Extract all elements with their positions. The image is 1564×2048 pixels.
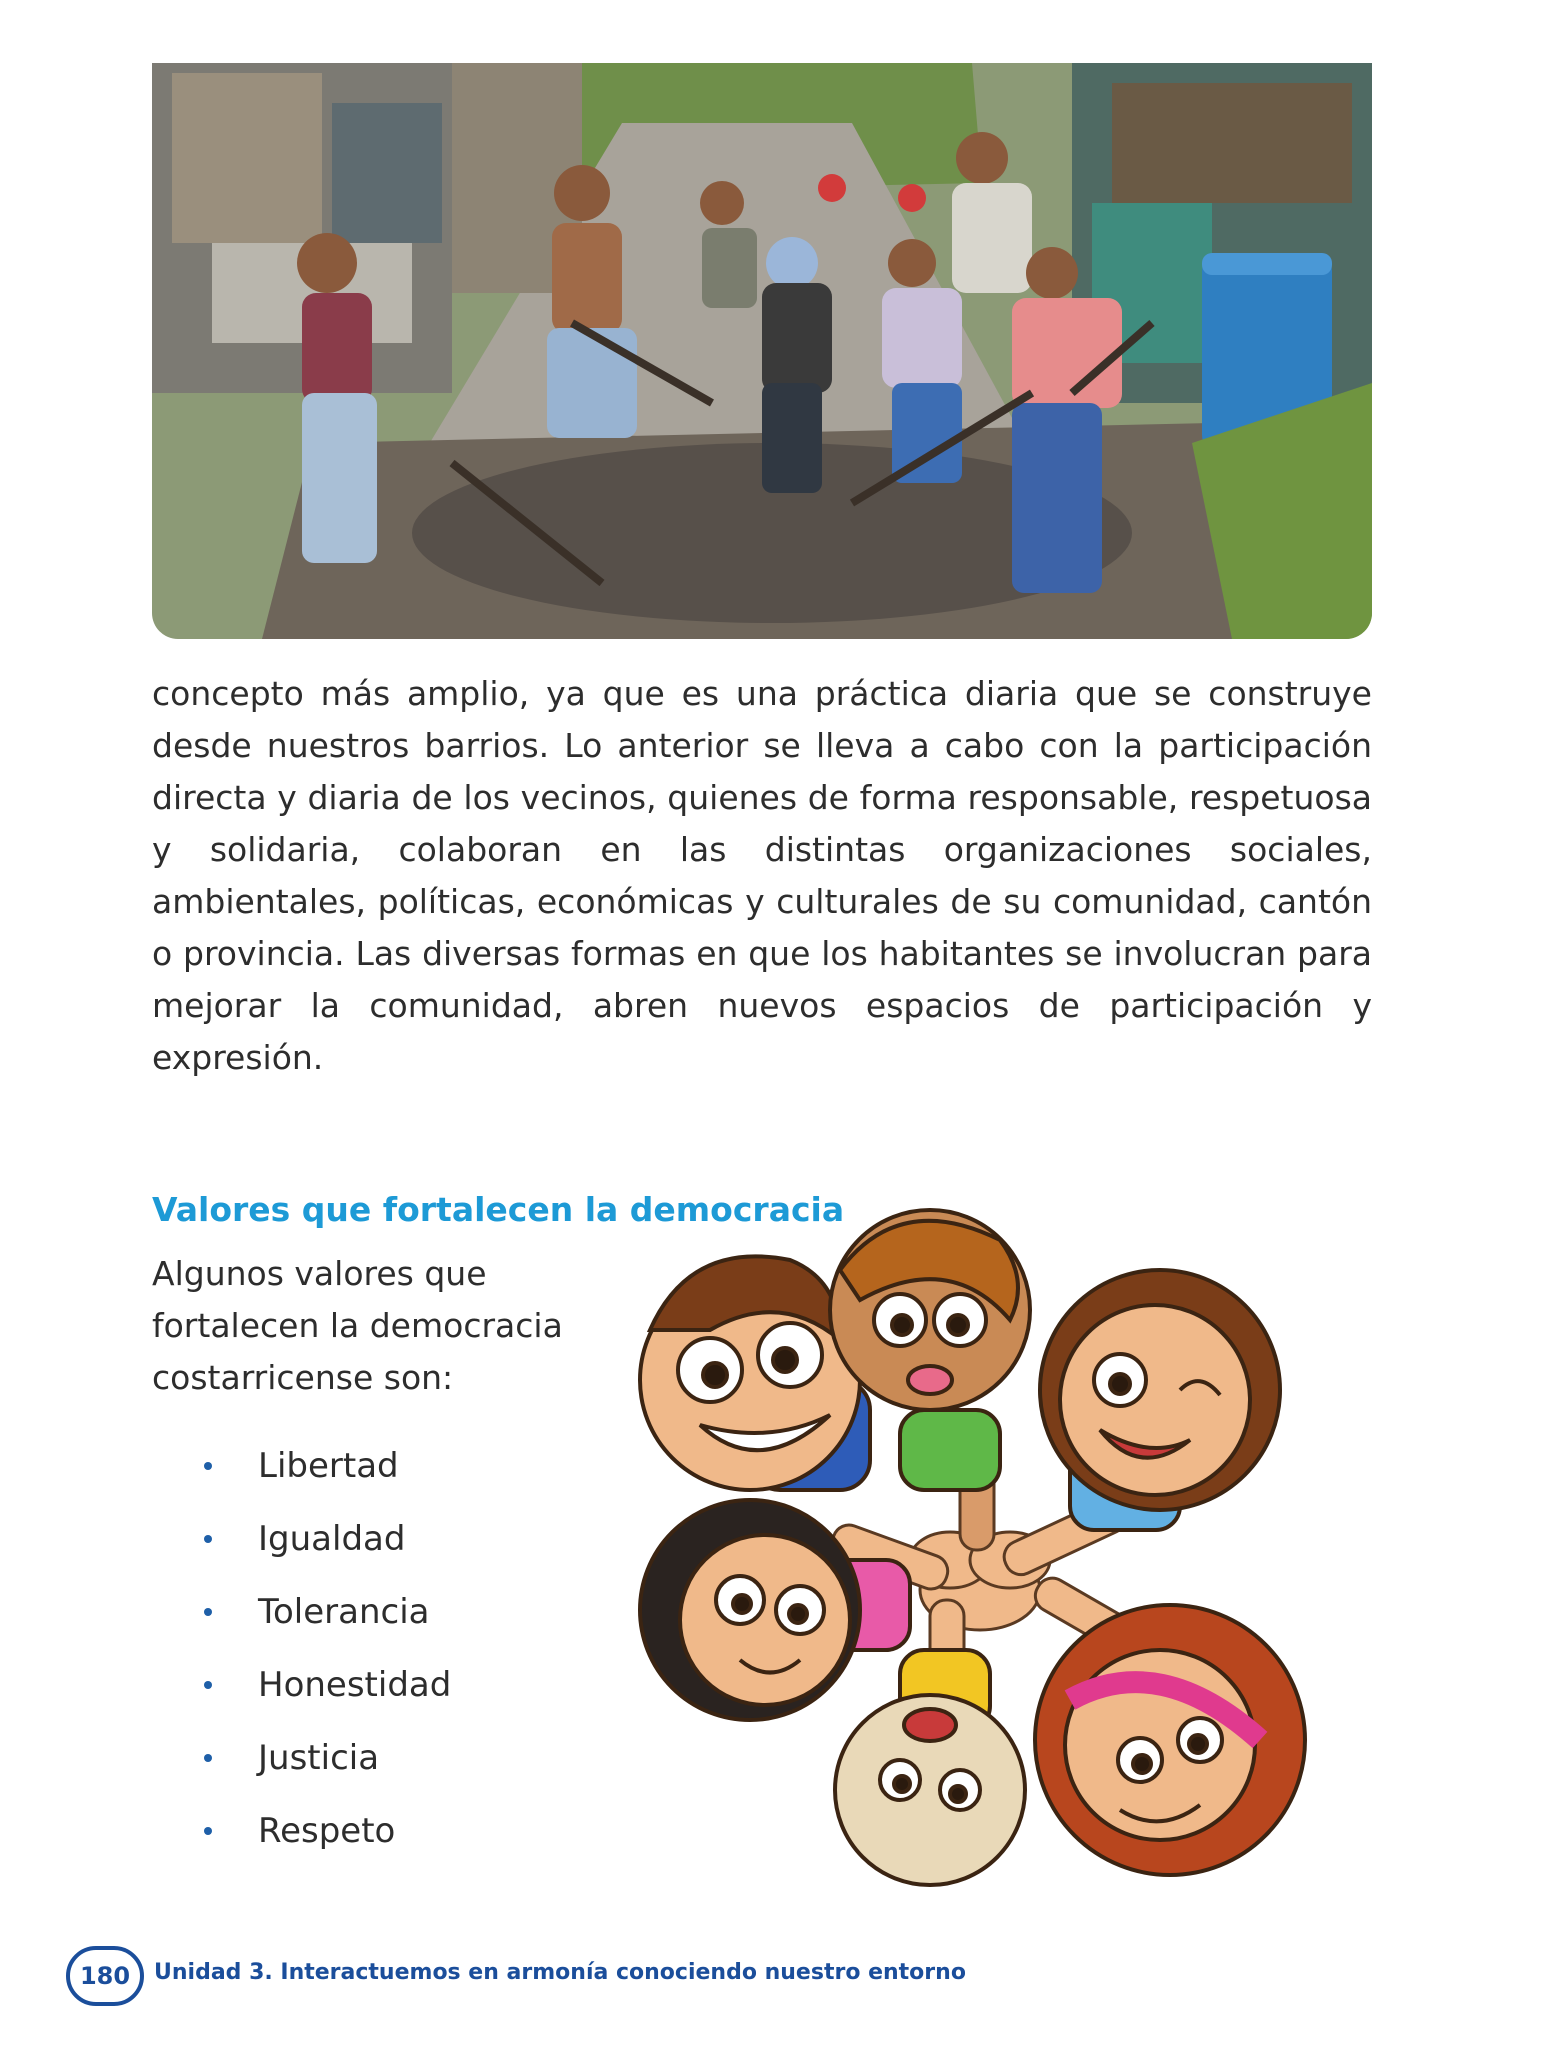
intro-line: costarricense son:: [152, 1358, 454, 1397]
bullet-icon: [204, 1462, 212, 1470]
intro-line: fortalecen la democracia: [152, 1306, 563, 1345]
page-footer: [66, 1946, 1366, 2004]
page-number: 180: [66, 1946, 144, 2006]
list-item: [152, 1582, 451, 1655]
list-item: [152, 1436, 451, 1509]
values-list: [152, 1436, 451, 1874]
list-item: [152, 1655, 451, 1728]
list-item: [152, 1509, 451, 1582]
children-circle-illustration: [600, 1180, 1340, 1900]
value-label: Justicia: [258, 1738, 380, 1778]
bullet-icon: [204, 1608, 212, 1616]
body-paragraph: concepto más amplio, ya que es una práctica diaria que se construye desde nuestros barrios. Lo anterior se lleva a cabo con la participación directa y diaria de los vecinos, quienes de forma responsable, respetuosa y solidaria, colaboran en las distintas organizaciones sociales, ambientales, políticas, económicas y culturales de su comunidad, cantón o provincia. Las diversas formas en que los habitantes se involucran para mejorar la comunidad, abren nuevos espacios de participación y expresión.: [152, 674, 1372, 1077]
unit-title: Unidad 3. Interactuemos en armonía conociendo nuestro entorno: [154, 1960, 966, 1985]
list-item: [152, 1728, 451, 1801]
section-intro: [152, 1248, 622, 1404]
bullet-icon: [204, 1827, 212, 1835]
value-label: Respeto: [258, 1811, 396, 1851]
value-label: Igualdad: [258, 1519, 406, 1559]
value-label: Honestidad: [258, 1665, 452, 1705]
value-label: Libertad: [258, 1446, 399, 1486]
bullet-icon: [204, 1535, 212, 1543]
list-item: [152, 1801, 451, 1874]
value-label: Tolerancia: [258, 1592, 430, 1632]
community-work-photo: [152, 63, 1372, 639]
bullet-icon: [204, 1754, 212, 1762]
intro-line: Algunos valores que: [152, 1254, 487, 1293]
bullet-icon: [204, 1681, 212, 1689]
section-heading: Valores que fortalecen la democracia: [152, 1190, 845, 1229]
